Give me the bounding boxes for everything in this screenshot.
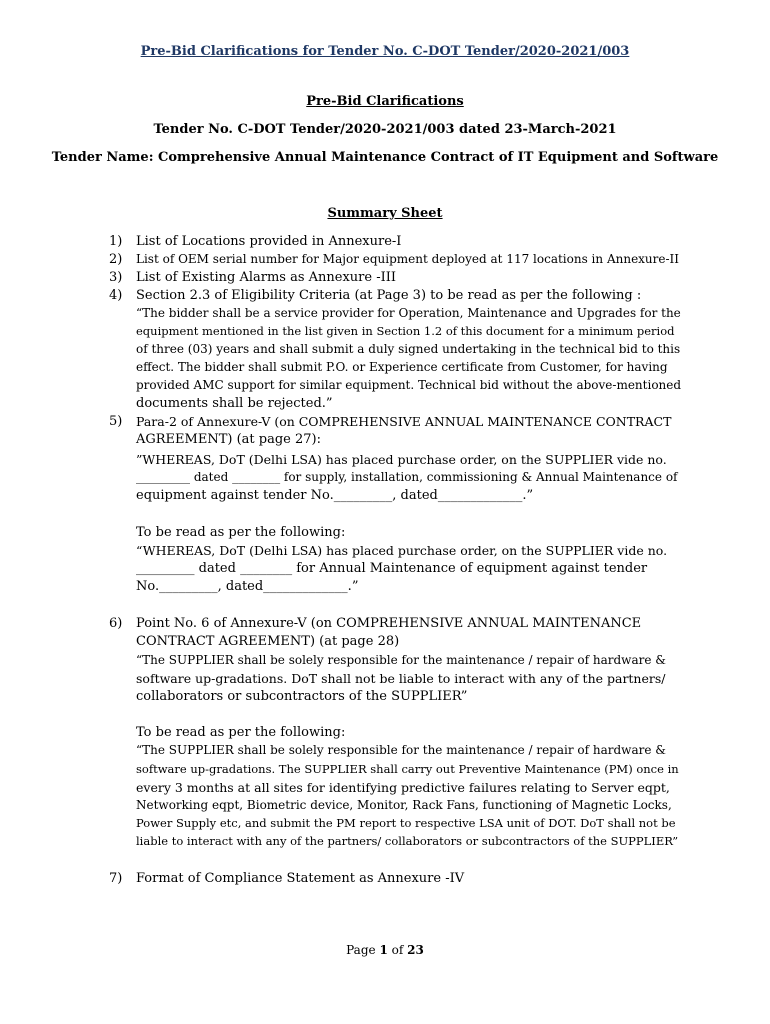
item-line: No._________, dated_____________.” (136, 579, 359, 594)
item-line: CONTRACT AGREEMENT) (at page 28) (136, 634, 400, 649)
item-number: 3) (109, 270, 123, 285)
page-title: Pre-Bid Clarifications (306, 94, 464, 109)
item-number: 7) (109, 871, 123, 886)
page-total: 23 (407, 943, 424, 957)
item-line: List of Locations provided in Annexure-I (136, 234, 402, 249)
item-line: every 3 months at all sites for identifying predictive failures relating to Server eqpt, (136, 780, 670, 795)
item-line: of three (03) years and shall submit a duly signed undertaking in the technical bid to this (136, 342, 681, 356)
document-header-title: Pre-Bid Clarifications for Tender No. C-DOT Tender/2020-2021/003 (140, 44, 630, 59)
item-line: ”WHEREAS, DoT (Delhi LSA) has placed purchase order, on the SUPPLIER vide no. (136, 452, 667, 467)
item-line: Power Supply etc, and submit the PM report to respective LSA unit of DOT. DoT shall not be (136, 816, 676, 830)
page-label: Page (346, 943, 376, 957)
item-line: To be read as per the following: (136, 525, 346, 540)
item-number: 4) (109, 288, 123, 303)
page-footer (0, 943, 770, 957)
item-line: Networking eqpt, Biometric device, Monitor, Rack Fans, functioning of Magnetic Locks, (136, 798, 672, 812)
item-line: To be read as per the following: (136, 725, 346, 740)
item-line: equipment against tender No._________, dated_____________.” (136, 488, 534, 503)
item-number: 5) (109, 414, 123, 429)
item-line: Section 2.3 of Eligibility Criteria (at Page 3) to be read as per the following : (136, 288, 642, 303)
item-line: AGREEMENT) (at page 27): (136, 432, 321, 447)
item-line: software up-gradations. The SUPPLIER shall carry out Preventive Maintenance (PM) once in (136, 762, 679, 776)
item-number: 2) (109, 252, 123, 267)
item-line: equipment mentioned in the list given in Section 1.2 of this document for a minimum period (136, 324, 675, 338)
item-line: List of Existing Alarms as Annexure -III (136, 270, 397, 285)
item-line: “The SUPPLIER shall be solely responsible for the maintenance / repair of hardware & (136, 743, 666, 757)
item-line: documents shall be rejected.” (136, 396, 333, 411)
page-number: 1 (379, 943, 388, 957)
of-label: of (391, 943, 404, 957)
item-line: Para-2 of Annexure-V (on COMPREHENSIVE ANNUAL MAINTENANCE CONTRACT (136, 414, 672, 429)
item-line: “The SUPPLIER shall be solely responsible for the maintenance / repair of hardware & (136, 653, 666, 667)
item-line: effect. The bidder shall submit P.O. or Experience certificate from Customer, for having (136, 360, 668, 374)
item-number: 1) (109, 234, 123, 249)
item-line: _________ dated ________ for Annual Maintenance of equipment against tender (136, 561, 648, 576)
item-line: software up-gradations. DoT shall not be liable to interact with any of the partners/ (136, 671, 666, 686)
summary-sheet-title: Summary Sheet (327, 206, 443, 221)
item-line: provided AMC support for similar equipment. Technical bid without the above-mentioned (136, 378, 682, 392)
item-line: Format of Compliance Statement as Annexure -IV (136, 871, 465, 886)
item-line: liable to interact with any of the partners/ collaborators or subcontractors of the SUPPLIER” (136, 834, 679, 848)
item-line: Point No. 6 of Annexure-V (on COMPREHENSIVE ANNUAL MAINTENANCE (136, 616, 642, 631)
item-line: “WHEREAS, DoT (Delhi LSA) has placed purchase order, on the SUPPLIER vide no. (136, 543, 668, 558)
item-line: collaborators or subcontractors of the SUPPLIER” (136, 689, 468, 704)
tender-name: Tender Name: Comprehensive Annual Maintenance Contract of IT Equipment and Software (51, 150, 719, 165)
item-line: List of OEM serial number for Major equipment deployed at 117 locations in Annexure-II (136, 252, 680, 266)
item-line: “The bidder shall be a service provider for Operation, Maintenance and Upgrades for the (136, 306, 681, 320)
item-number: 6) (109, 616, 123, 631)
tender-number: Tender No. C-DOT Tender/2020-2021/003 dated 23-March-2021 (153, 122, 617, 137)
item-line: _________ dated ________ for supply, installation, commissioning & Annual Maintenance of (136, 470, 678, 484)
